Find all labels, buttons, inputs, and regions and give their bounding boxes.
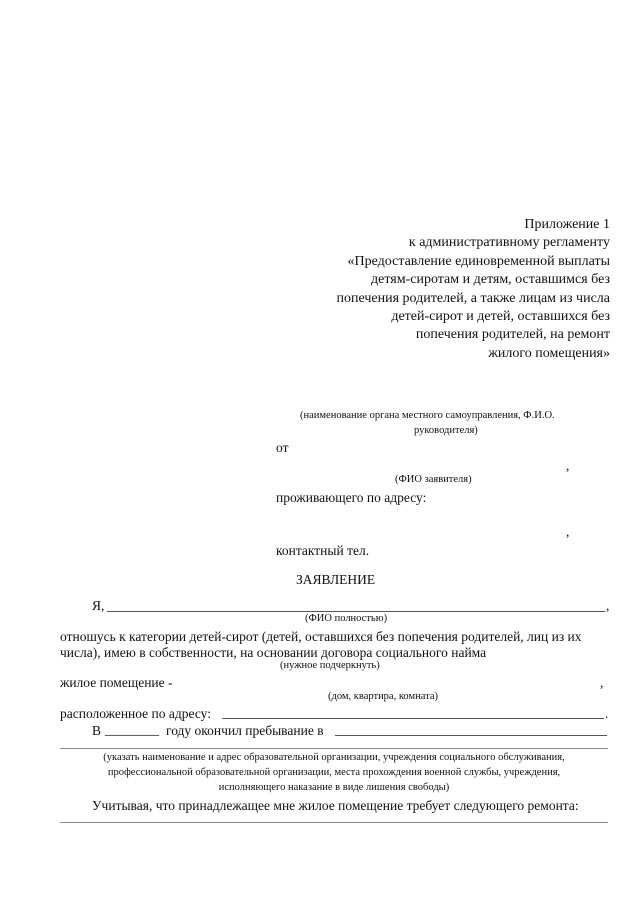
fio-full-field[interactable] <box>107 600 605 612</box>
appendix-line: детей-сирот и детей, оставшихся без <box>391 309 610 325</box>
institution-field[interactable] <box>335 724 607 736</box>
comma: , <box>566 524 570 539</box>
fio-full-note: (ФИО полностью) <box>305 613 388 624</box>
institution-note-line1: (указать наименование и адрес образовательной организации, учреждения социального обслуживания, <box>103 752 565 763</box>
i-label: Я, <box>92 598 105 613</box>
period: . <box>605 706 609 721</box>
organ-note-line2: руководителя) <box>414 425 478 436</box>
appendix-block <box>337 216 611 363</box>
appendix-line: к административному регламенту <box>408 235 610 251</box>
appendix-line: Приложение 1 <box>524 217 610 232</box>
appendix-line: жилого помещения» <box>488 345 610 361</box>
repair-line[interactable] <box>60 822 608 823</box>
year-prefix: В <box>92 723 102 738</box>
appendix-line: попечения родителей, а также лицам из числа <box>336 290 610 306</box>
institution-note-line2: профессиональной образовательной организации, места прохождения военной службы, учреждения, <box>107 767 561 778</box>
year-field[interactable]: ________ <box>105 722 159 737</box>
organ-note-line1: (наименование органа местного самоуправления, Ф.И.О. <box>300 410 555 421</box>
address-field[interactable] <box>222 707 604 719</box>
housing-label: жилое помещение - <box>60 675 173 690</box>
institution-note-line3: исполняющего наказание в виде лишения свободы) <box>218 782 450 793</box>
repair-text: Учитывая, что принадлежащее мне жилое помещение требует следующего ремонта: <box>92 798 579 813</box>
located-label: расположенное по адресу: <box>60 706 211 721</box>
housing-note: (дом, квартира, комната) <box>328 691 438 702</box>
applicant-fio-note: (ФИО заявителя) <box>395 474 472 485</box>
comma: , <box>566 458 570 473</box>
appendix-line: детям-сиротам и детям, оставшимся без <box>371 272 610 288</box>
from-label: от <box>276 440 289 455</box>
address-label: проживающего по адресу: <box>276 490 427 505</box>
document-title: ЗАЯВЛЕНИЕ <box>296 572 376 587</box>
appendix-line: «Предоставление единовременной выплаты <box>347 253 610 269</box>
category-line1: отношусь к категории детей-сирот (детей, оставшихся без попечения родителей, лиц из их <box>60 629 582 644</box>
year-text: году окончил пребывание в <box>166 723 324 738</box>
institution-line[interactable] <box>60 748 608 749</box>
underline-note: (нужное подчеркнуть) <box>280 660 380 671</box>
phone-label: контактный тел. <box>276 543 370 558</box>
comma: , <box>600 675 604 690</box>
comma: , <box>606 598 610 613</box>
category-line2: числа), имею в собственности, на основании договора социального найма <box>60 645 487 660</box>
appendix-line: попечения родителей, на ремонт <box>415 327 610 343</box>
